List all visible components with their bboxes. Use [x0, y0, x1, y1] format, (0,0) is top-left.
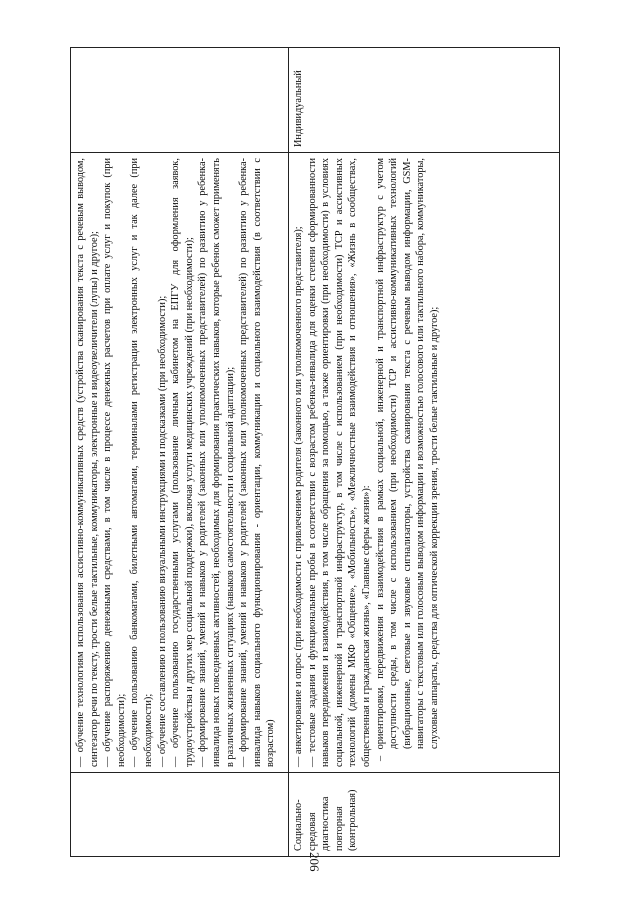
- content-cell: [71, 153, 289, 773]
- table-row: [289, 48, 560, 857]
- rehabilitation-table: [70, 47, 560, 857]
- list-item: — анкетирование и опрос (при необходимости с привлечением родителя (законного или уполномоченного представителя);: [293, 226, 304, 767]
- format-cell: Индивидуальный: [289, 48, 560, 153]
- format-cell: [71, 48, 289, 153]
- list-item: — обучение пользованию государственными услугами (пользование личным кабинетом на ЕПГУ для оформления заявок, трудоустройства и других мер социальной поддержки), включая услуги медицинских учреждений (при необходимости);: [170, 158, 195, 767]
- stage-cell: Социально-средовая диагностика повторная (контрольная): [289, 773, 560, 857]
- table-row: [71, 48, 289, 857]
- list-item: — обучение составлению и пользованию визуальными инструкциями и подсказками (при необходимости);: [156, 295, 168, 767]
- page-number: 206: [307, 852, 322, 872]
- list-item: — тестовые задания и функциональные пробы в соответствии с возрастом ребенка-инвалида для оценки степени сформированности навыков передвижения и взаимодействия, в том числе обращения за помощью, а также ориентировки (при необходимости) в условиях социальной, инженерной и транспортной инфраструктур, в том числе с использованием (при необходимости) ТСР и ассистивных технологий (домены МКФ «Общение», «Мобильность», «Межличностные взаимодействия и отношения», «Жизнь в сообществах, общественная и гражданская жизнь», «Главные сферы жизни»):: [306, 158, 372, 767]
- content-cell: [289, 153, 560, 773]
- rotated-page-content: [70, 47, 560, 857]
- list-item: — формирование знаний, умений и навыков у родителей (законных или уполномоченных представителей) по развитию у ребенка-инвалида навыков социального функционирования - ориентации, коммуникации и социального взаимодействия (в соответствии с возрастом): [238, 158, 277, 767]
- list-item: – ориентировки, передвижения и взаимодействия в рамках социальной, инженерной и транспортной инфраструктур с учетом доступности среды, в том числе с использованием (при необходимости) ТСР и ассистивно-коммуникативных технологий (вибрационные, световые и звуковые сигнализаторы, устройства сканирования текста с речевым выводом информации, GSM-навигаторы с текстовым или голосовым выводом информации и возможностью голосового или тактильного набора, коммуникаторы, слуховые аппараты, средства для оптической коррекции зрения, трости белые тактильные и другое);: [374, 158, 440, 761]
- list-item: — обучение пользованию банкоматами, билетными автоматами, терминалами регистрации электронных услуг и так далее (при необходимости);: [129, 158, 154, 767]
- list-item: — формирование знаний, умений и навыков у родителей (законных или уполномоченных представителей) по развитию у ребенка-инвалида новых повседневных активностей, необходимых для формирования практических навыков, которые ребенок сможет применять в различных жизненных ситуациях (навыков самостоятельности и социальной адаптации);: [197, 158, 236, 767]
- list-item: — обучение технологиям использования ассистивно-коммуникативных средств (устройства сканирования текста с речевым выводом, синтезатор речи по тексту, трости белые тактильные, коммуникаторы, электронные и видеоувеличители (лупы) и другое);: [75, 158, 100, 767]
- list-item: — обучение распоряжению денежными средствами, в том числе в процессе денежных расчетов при оплате услуг и покупок (при необходимости);: [102, 158, 127, 767]
- stage-cell: [71, 773, 289, 857]
